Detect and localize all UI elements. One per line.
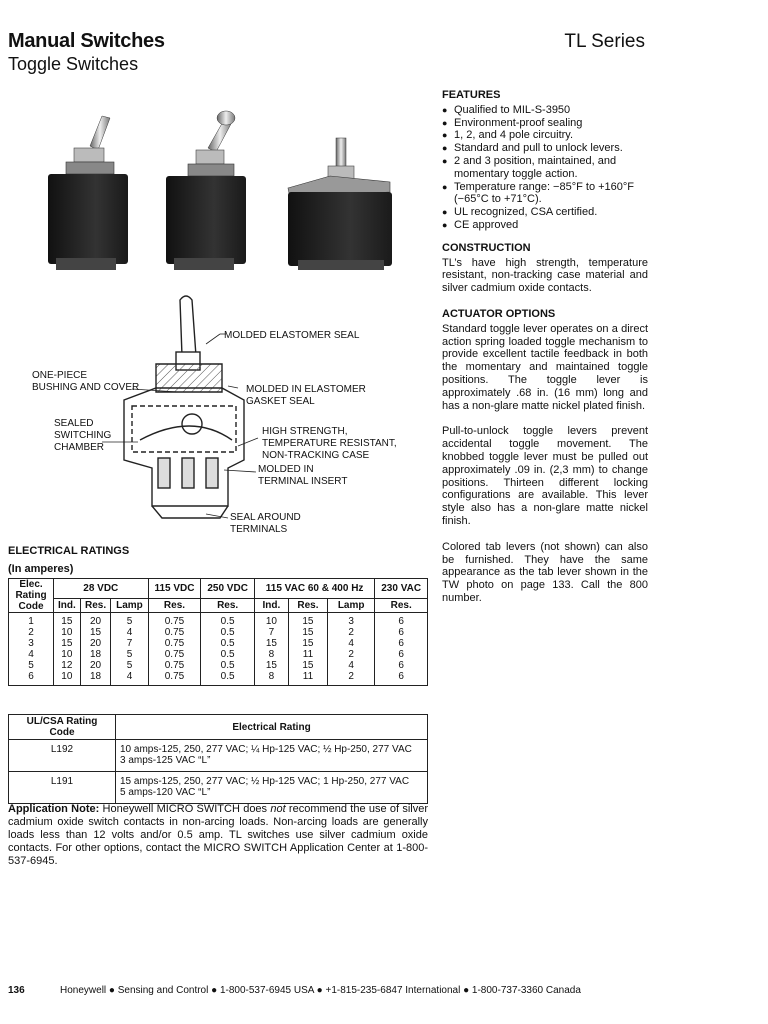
cell-value: 0.75 xyxy=(164,638,185,649)
cell-value: 11 xyxy=(302,649,314,660)
cell-value: 6 xyxy=(398,616,404,627)
cell-value: 15 xyxy=(265,638,277,649)
cell-value: 5 xyxy=(126,616,133,627)
page-number: 136 xyxy=(8,985,25,996)
ul-rating-line: 15 amps-125, 250, 277 VAC; ½ Hp-125 VAC; 1 Hp-250, 277 VAC xyxy=(120,776,410,787)
ul-rating xyxy=(116,740,428,772)
application-note xyxy=(8,803,428,868)
cell-value: 11 xyxy=(302,671,314,682)
label-terminals-1: SEAL AROUND xyxy=(230,512,301,523)
table-cell xyxy=(111,613,148,686)
actuator-paragraph-1: Standard toggle lever operates on a direct action spring loaded toggle mechanism to provide excellent tactile feedback in both the momentary and maintained toggle positions. The toggle lever is approximately .68 in. (16 mm) long and has a non-glare matte nickel plated finish. xyxy=(442,322,648,412)
application-note-emphasis: not xyxy=(270,803,286,815)
cell-value: 20 xyxy=(90,660,102,671)
subheader: Ind. xyxy=(254,599,288,613)
table-row xyxy=(9,613,428,686)
cell-value: 4 xyxy=(126,627,133,638)
cell-value: 0.5 xyxy=(220,660,235,671)
cell-value: 0.5 xyxy=(220,671,235,682)
label-bushing-and-cover: BUSHING AND COVER xyxy=(32,382,140,393)
ul-rating-line: 5 amps-120 VAC “L” xyxy=(120,787,211,798)
subheader: Res. xyxy=(80,599,111,613)
feature-item: ● Temperature range: −85°F to +160°F (−65°C to +71°C). xyxy=(442,181,648,207)
cell-value: 2 xyxy=(348,627,354,638)
header-230vac: 230 VAC xyxy=(375,579,428,599)
feature-item: ● Environment-proof sealing xyxy=(442,117,648,130)
cell-value: 10 xyxy=(265,616,277,627)
label-terminals-2: TERMINALS xyxy=(230,524,288,535)
features-heading: FEATURES xyxy=(442,89,501,101)
cell-value: 15 xyxy=(61,616,73,627)
right-column xyxy=(442,89,648,618)
cell-value: 5 xyxy=(126,649,133,660)
feature-item: ● 2 and 3 position, maintained, and momentary toggle action. xyxy=(442,155,648,181)
cell-value: 2 xyxy=(28,627,34,638)
application-note-text: Honeywell MICRO SWITCH does xyxy=(99,803,271,815)
table-cell xyxy=(254,613,288,686)
subheader: Res. xyxy=(148,599,201,613)
header-115vdc: 115 VDC xyxy=(148,579,201,599)
application-note-label: Application Note: xyxy=(8,803,100,815)
cell-value: 15 xyxy=(90,627,102,638)
cell-value: 7 xyxy=(268,627,275,638)
cell-value: 20 xyxy=(90,616,102,627)
subheader: Res. xyxy=(288,599,327,613)
construction-heading: CONSTRUCTION xyxy=(442,241,531,254)
label-case-1: HIGH STRENGTH, xyxy=(262,426,348,437)
cell-value: 0.5 xyxy=(220,616,235,627)
cell-value: 10 xyxy=(61,649,73,660)
ul-rating-line: 3 amps-125 VAC “L” xyxy=(120,755,211,766)
table-cell xyxy=(201,613,254,686)
label-one-piece: ONE-PIECE xyxy=(32,370,88,381)
feature-item: ● Qualified to MIL-S-3950 xyxy=(442,104,648,117)
construction-text: TL’s have high strength, temperature resistant, non-tracking case material and silver cadmium oxide contacts. xyxy=(442,256,648,295)
cell-value: 3 xyxy=(348,616,354,627)
table-cell xyxy=(375,613,428,686)
ul-rating-line: 10 amps-125, 250, 277 VAC; ¼ Hp-125 VAC; ½ Hp-250, 277 VAC xyxy=(120,744,412,755)
label-gasket-2: GASKET SEAL xyxy=(246,396,315,407)
feature-item: ● Standard and pull to unlock levers. xyxy=(442,142,648,155)
cell-value: 10 xyxy=(61,671,73,682)
cell-value: 6 xyxy=(398,660,404,671)
cell-value: 4 xyxy=(348,660,354,671)
label-chamber: CHAMBER xyxy=(54,442,105,453)
table-cell xyxy=(9,613,54,686)
cell-value: 12 xyxy=(61,660,73,671)
subheader: Ind. xyxy=(54,599,81,613)
features-list xyxy=(442,104,648,232)
ratings-body xyxy=(9,613,428,686)
label-gasket-1: MOLDED IN ELASTOMER xyxy=(246,384,366,395)
table-cell xyxy=(80,613,111,686)
ul-rating xyxy=(116,772,428,804)
ul-code: L192 xyxy=(9,740,116,772)
header-electrical-rating: Electrical Rating xyxy=(116,715,428,740)
cell-value: 0.75 xyxy=(164,649,185,660)
cell-value: 1 xyxy=(28,616,34,627)
subheader: Lamp xyxy=(111,599,148,613)
cell-value: 5 xyxy=(126,660,133,671)
cell-value: 8 xyxy=(268,671,275,682)
label-switching: SWITCHING xyxy=(54,430,112,441)
ratings-units: (In amperes) xyxy=(8,563,74,575)
cell-value: 0.75 xyxy=(164,627,185,638)
ul-code: L191 xyxy=(9,772,116,804)
footer-contact: Honeywell ● Sensing and Control ● 1-800-537-6945 USA ● +1-815-235-6847 International ● 1-800-737-3360 Canada xyxy=(60,985,581,996)
table-row xyxy=(9,740,428,772)
cell-value: 4 xyxy=(28,649,34,660)
cell-value: 5 xyxy=(28,660,34,671)
application-note-text: recommend the use of silver cadmium oxide switch contacts in non-arcing loads. Non-arcing loads are generally loads less than 12 volts and/or 0.5 amp. TL switches use silver cadmium oxide contacts. For other options, contact the MICRO SWITCH Application Center at 1-800-537-6945. xyxy=(8,803,428,867)
cell-value: 15 xyxy=(302,627,314,638)
header-28vdc: 28 VDC xyxy=(54,579,149,599)
cell-value: 10 xyxy=(61,627,73,638)
page-title: Manual Switches xyxy=(8,30,165,52)
cell-value: 0.5 xyxy=(220,638,235,649)
table-row xyxy=(9,772,428,804)
header-250vdc: 250 VDC xyxy=(201,579,254,599)
ratings-table xyxy=(8,578,428,686)
cell-value: 15 xyxy=(61,638,73,649)
header-ul-code: UL/CSA Rating Code xyxy=(9,715,116,740)
page-subtitle: Toggle Switches xyxy=(8,54,139,74)
subheader: Lamp xyxy=(327,599,374,613)
ratings-heading: ELECTRICAL RATINGS xyxy=(8,545,130,557)
subheader: Res. xyxy=(375,599,428,613)
cell-value: 6 xyxy=(398,649,404,660)
cell-value: 15 xyxy=(265,660,277,671)
table-cell xyxy=(54,613,81,686)
table-cell xyxy=(327,613,374,686)
cell-value: 2 xyxy=(348,649,354,660)
actuator-paragraph-2: Pull-to-unlock toggle levers prevent accidental toggle movement. The knobbed toggle lever must be pulled out approximately .09 in. (2,3 mm) to change positions. Thirteen different locking configurations are available. This lever style also has a non-glare matte nickel finish. xyxy=(442,425,648,527)
switch-photo-pull-to-unlock xyxy=(166,111,246,270)
series-label: TL Series xyxy=(564,31,645,52)
cell-value: 3 xyxy=(28,638,34,649)
feature-item: ● 1, 2, and 4 pole circuitry. xyxy=(442,129,648,142)
cell-value: 6 xyxy=(398,638,404,649)
label-sealed: SEALED xyxy=(54,418,94,429)
cell-value: 0.75 xyxy=(164,616,185,627)
cell-value: 0.75 xyxy=(164,671,185,682)
header-115vac: 115 VAC 60 & 400 Hz xyxy=(254,579,374,599)
table-cell xyxy=(148,613,201,686)
switch-photo-standard xyxy=(48,116,128,270)
cell-value: 0.5 xyxy=(220,627,235,638)
label-case-3: NON-TRACKING CASE xyxy=(262,450,370,461)
switch-photo-four-pole xyxy=(288,138,392,270)
actuator-heading: ACTUATOR OPTIONS xyxy=(442,307,556,320)
table-cell xyxy=(288,613,327,686)
cell-value: 2 xyxy=(348,671,354,682)
footer xyxy=(8,985,581,996)
cross-section-diagram xyxy=(28,292,418,542)
label-molded-elastomer-seal: MOLDED ELASTOMER SEAL xyxy=(224,330,360,341)
cell-value: 4 xyxy=(126,671,133,682)
cell-value: 8 xyxy=(268,649,275,660)
cell-value: 7 xyxy=(126,638,133,649)
label-insert-1: MOLDED IN xyxy=(258,464,314,475)
cell-value: 6 xyxy=(398,671,404,682)
feature-item: ● UL recognized, CSA certified. xyxy=(442,206,648,219)
switch-photos xyxy=(40,108,430,278)
cell-value: 0.5 xyxy=(220,649,235,660)
feature-item: ● CE approved xyxy=(442,219,648,232)
cell-value: 18 xyxy=(90,649,102,660)
header-rating-code: Elec. Rating Code xyxy=(9,579,54,613)
cell-value: 15 xyxy=(302,638,314,649)
cell-value: 4 xyxy=(348,638,354,649)
actuator-paragraph-3: Colored tab levers (not shown) can also be furnished. They have the same appearance as the tab lever shown in the TW photo on page 133. Call the 800 number. xyxy=(442,540,648,604)
cell-value: 6 xyxy=(28,671,34,682)
cell-value: 18 xyxy=(90,671,102,682)
cell-value: 15 xyxy=(302,660,314,671)
cell-value: 0.75 xyxy=(164,660,185,671)
label-insert-2: TERMINAL INSERT xyxy=(258,476,348,487)
label-case-2: TEMPERATURE RESISTANT, xyxy=(262,438,397,449)
ul-csa-table xyxy=(8,714,428,804)
cell-value: 20 xyxy=(90,638,102,649)
cell-value: 15 xyxy=(302,616,314,627)
cell-value: 6 xyxy=(398,627,404,638)
subheader: Res. xyxy=(201,599,254,613)
